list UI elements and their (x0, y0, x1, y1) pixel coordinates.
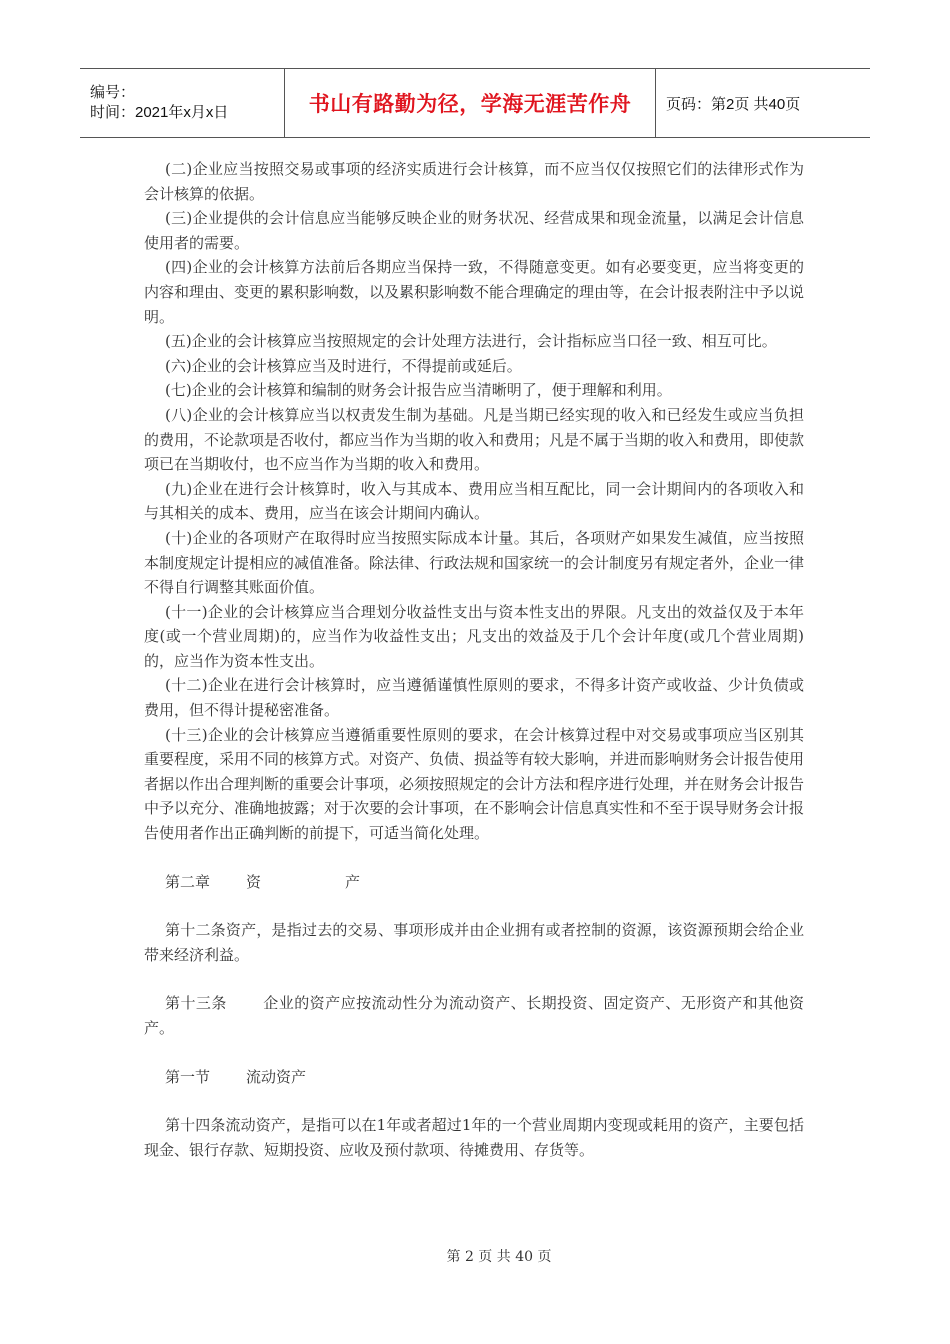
motto: 书山有路勤为径，学海无涯苦作舟 (308, 93, 632, 116)
chapter-title-char-1: 资 (246, 872, 262, 891)
section-heading (144, 1065, 804, 1090)
article-14-label: 第十四条 (165, 1116, 226, 1135)
article-14 (144, 1113, 804, 1162)
paragraph-5: (五)企业的会计核算应当按照规定的会计处理方法进行，会计指标应当口径一致、相互可比。 (165, 332, 777, 351)
section-title: 流动资产 (246, 1067, 307, 1086)
header-page-number: 页码：第2页 共40页 (666, 95, 801, 113)
article-12-text: 资产，是指过去的交易、事项形成并由企业拥有或者控制的资源，该资源预期会给企业带来经济利益。 (144, 921, 804, 964)
paragraph-3: (三)企业提供的会计信息应当能够反映企业的财务状况、经营成果和现金流量，以满足会计信息使用者的需要。 (144, 209, 804, 252)
article-13 (144, 991, 804, 1040)
header-meta (80, 69, 284, 137)
chapter-label: 第二章 (165, 872, 211, 891)
header-motto-cell (284, 69, 656, 137)
paragraph-7: (七)企业的会计核算和编制的财务会计报告应当清晰明了，便于理解和利用。 (165, 381, 672, 400)
paragraph-6: (六)企业的会计核算应当及时进行，不得提前或延后。 (165, 356, 522, 375)
article-13-text: 企业的资产应按流动性分为流动资产、长期投资、固定资产、无形资产和其他资产。 (144, 994, 804, 1037)
paragraph-12: (十二)企业在进行会计核算时，应当遵循谨慎性原则的要求，不得多计资产或收益、少计负债或费用，但不得计提秘密准备。 (144, 676, 804, 720)
paragraph-2: (二)企业应当按照交易或事项的经济实质进行会计核算，而不应当仅仅按照它们的法律形式作为会计核算的依据。 (144, 160, 804, 203)
chapter-heading (144, 870, 804, 895)
document-body (144, 157, 804, 1162)
paragraph-8: (八)企业的会计核算应当以权责发生制为基础。凡是当期已经实现的收入和已经发生或应当负担的费用，不论款项是否收付，都应当作为当期的收入和费用；凡是不属于当期的收入和费用，即使款项已在当期收付，也不应当作为当期的收入和费用。 (144, 405, 805, 474)
page-header (80, 68, 870, 138)
article-14-text: 流动资产，是指可以在1年或者超过1年的一个营业周期内变现或耗用的资产，主要包括现金、银行存款、短期投资、应收及预付款项、待摊费用、存货等。 (144, 1116, 804, 1159)
chapter-title-char-2: 产 (345, 872, 361, 891)
section-label: 第一节 (165, 1067, 211, 1086)
header-page-cell (656, 69, 870, 137)
paragraph-10: (十)企业的各项财产在取得时应当按照实际成本计量。其后，各项财产如果发生减值，应当按照本制度规定计提相应的减值准备。除法律、行政法规和国家统一的会计制度另有规定者外，企业一律不得自行调整其账面价值。 (144, 528, 805, 597)
document-date: 时间：2021年x月x日 (90, 104, 229, 121)
article-12-label: 第十二条 (165, 921, 226, 940)
paragraph-11: (十一)企业的会计核算应当合理划分收益性支出与资本性支出的界限。凡支出的效益仅及于本年度(或一个营业周期)的，应当作为收益性支出；凡支出的效益及于几个会计年度(或几个营业周期)的，应当作为资本性支出。 (144, 602, 804, 670)
paragraph-4: (四)企业的会计核算方法前后各期应当保持一致，不得随意变更。如有必要变更，应当将变更的内容和理由、变更的累积影响数，以及累积影响数不能合理确定的理由等，在会计报表附注中予以说明。 (144, 258, 805, 326)
page-footer: 第 2 页 共 40 页 (446, 1249, 552, 1265)
paragraph-9: (九)企业在进行会计核算时，收入与其成本、费用应当相互配比，同一会计期间内的各项收入和与其相关的成本、费用，应当在该会计期间内确认。 (144, 479, 804, 523)
article-13-label: 第十三条 (165, 994, 227, 1013)
document-number: 编号： (90, 84, 136, 101)
article-12 (144, 918, 804, 967)
paragraph-13: (十三)企业的会计核算应当遵循重要性原则的要求，在会计核算过程中对交易或事项应当区别其重要程度，采用不同的核算方式。对资产、负债、损益等有较大影响，并进而影响财务会计报告使用者据以作出合理判断的重要会计事项，必须按照规定的会计方法和程序进行处理，并在财务会计报告中予以充分、准确地披露；对于次要的会计事项，在不影响会计信息真实性和不至于误导财务会计报告使用者作出正确判断的前提下，可适当简化处理。 (144, 725, 805, 843)
